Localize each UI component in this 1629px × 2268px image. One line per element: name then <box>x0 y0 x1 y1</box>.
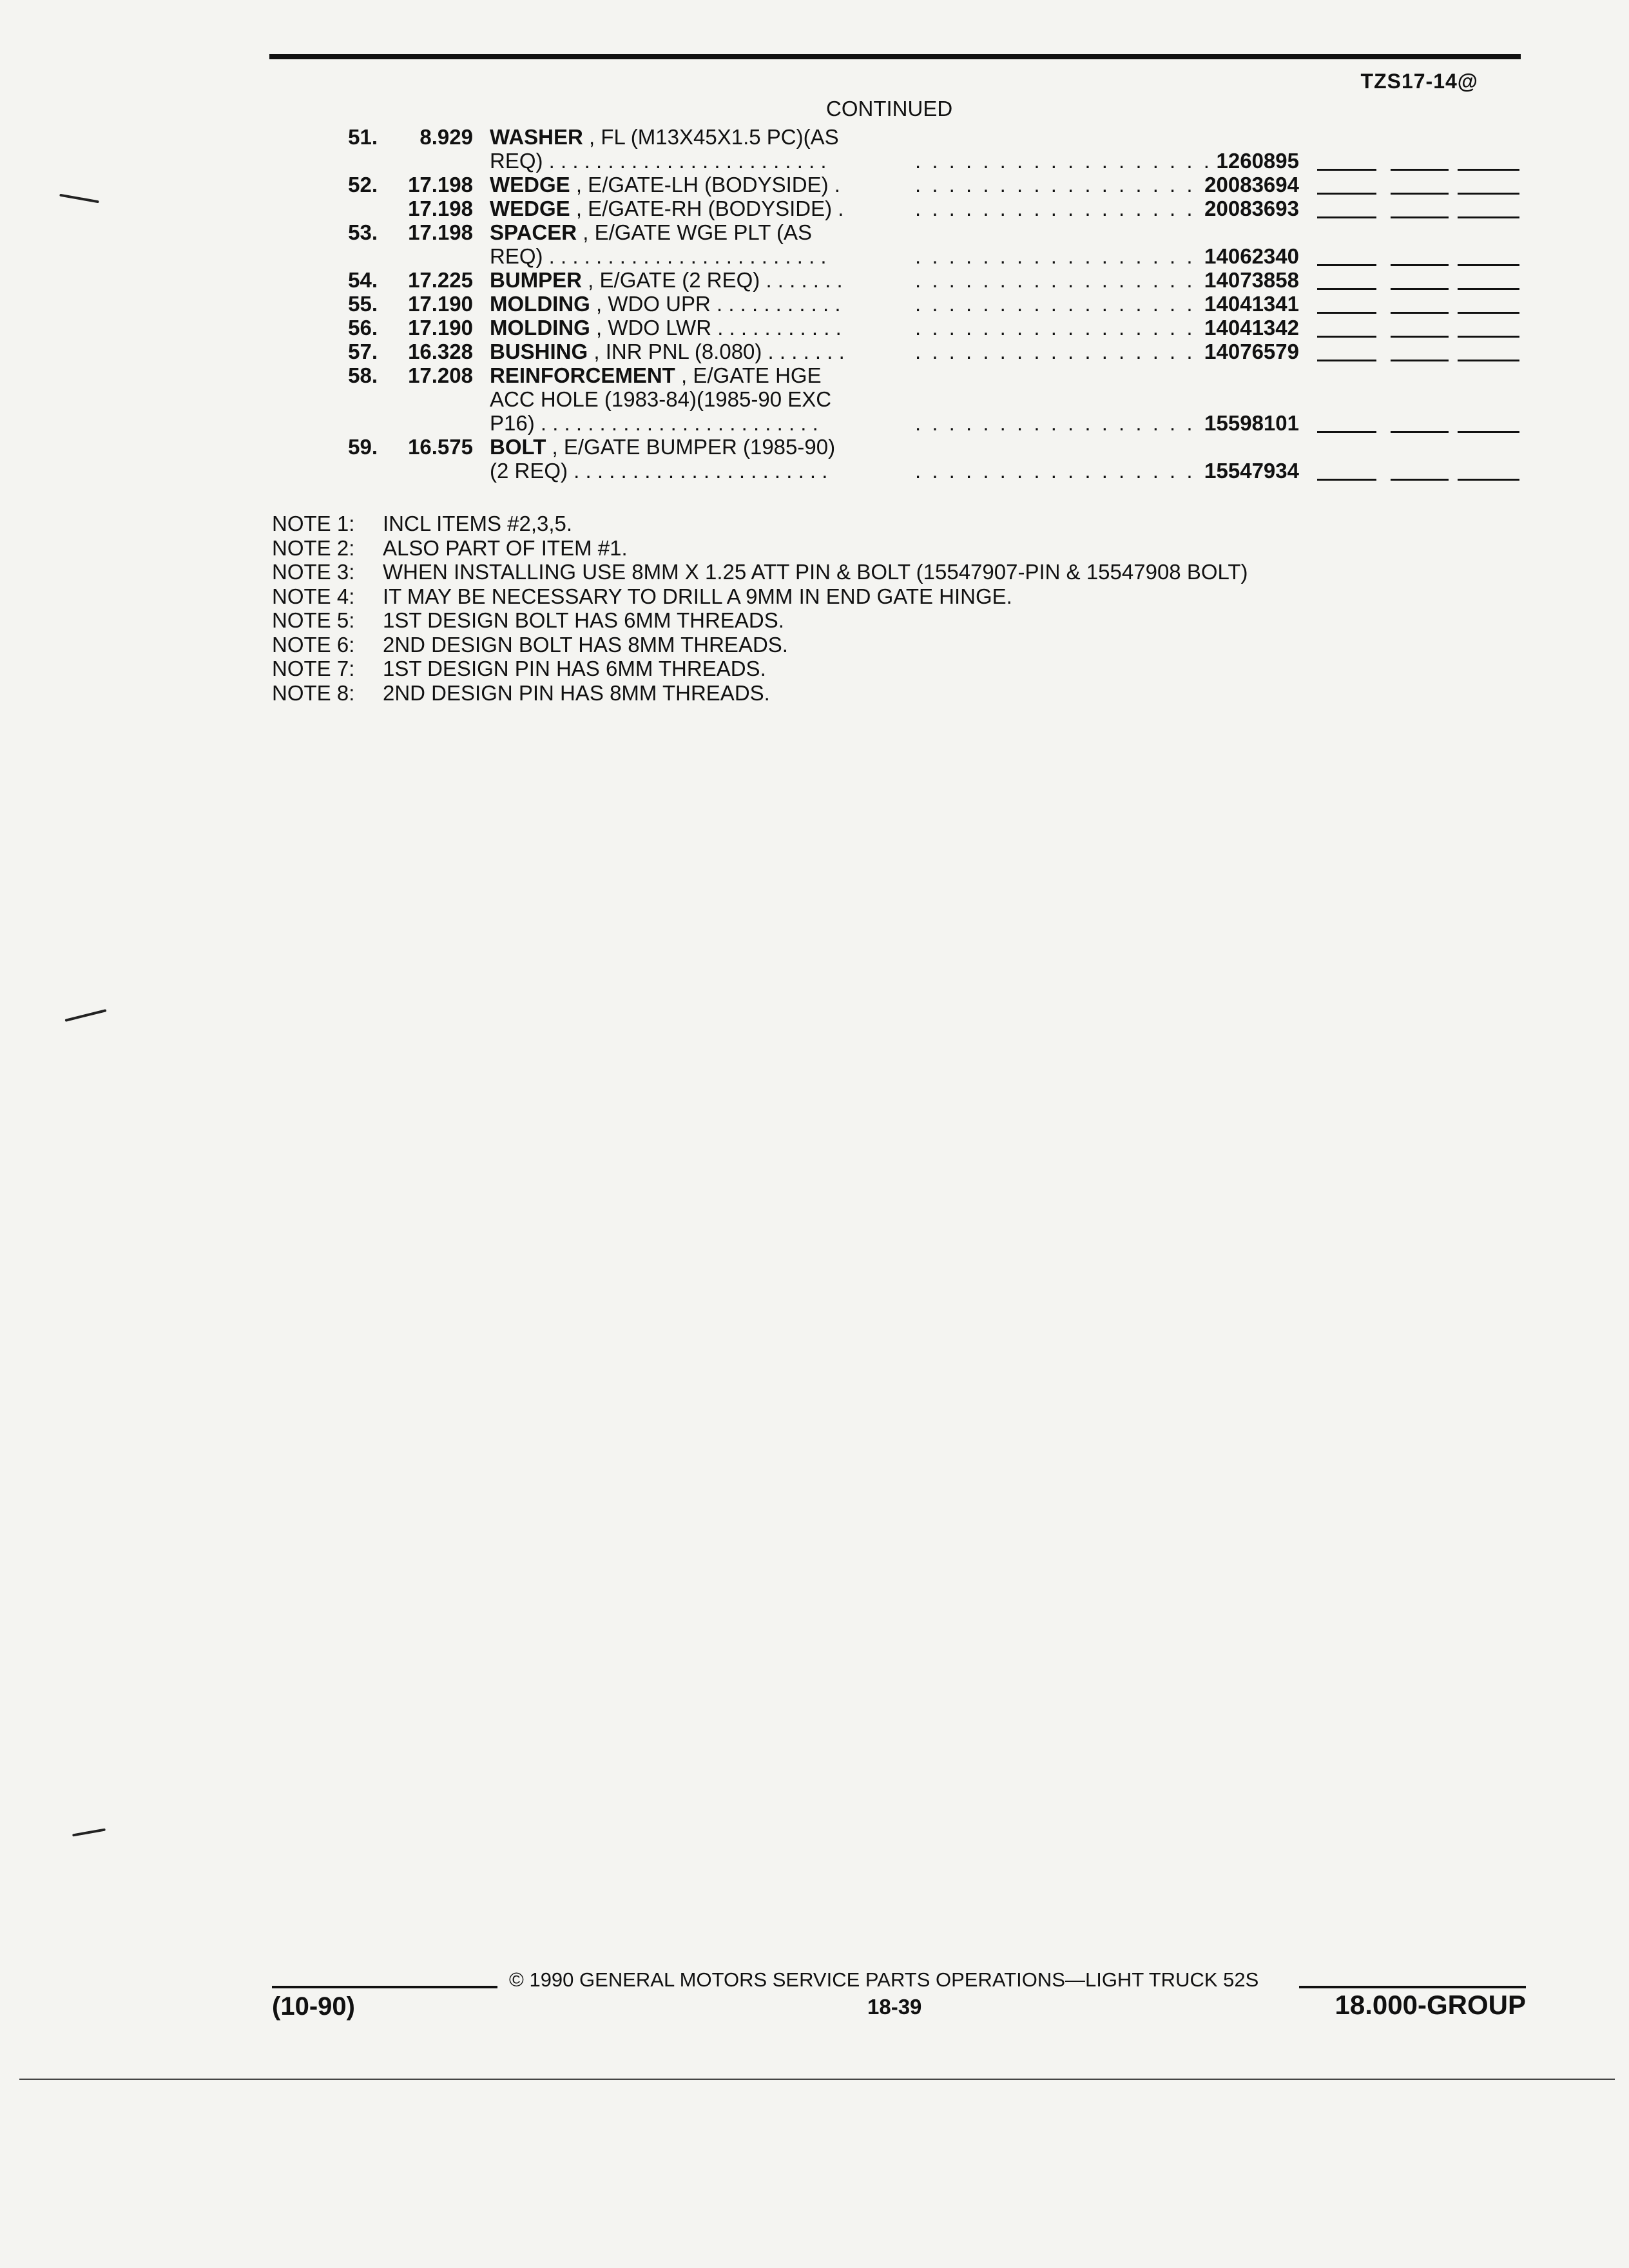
note-label: NOTE 4: <box>272 584 355 608</box>
dot-leader: . . . . . . . . . . . . . . . . . . <box>915 149 1212 173</box>
illustration-ref: 8.929 <box>419 125 473 149</box>
part-entry <box>0 340 1629 363</box>
scan-edge-line <box>19 2079 1615 2080</box>
item-number: 55. <box>348 292 378 316</box>
item-number: 58. <box>348 363 378 387</box>
part-entry <box>0 292 1629 316</box>
quantity-blank-line <box>1458 336 1519 338</box>
dot-leader: . . . . . . . . . . . . . . . . . . <box>915 459 1212 483</box>
part-detail: , WDO LWR . . . . . . . . . . . <box>590 316 842 340</box>
illustration-ref: 16.328 <box>408 340 473 363</box>
item-number: 56. <box>348 316 378 340</box>
quantity-blank-line <box>1391 431 1449 433</box>
part-detail: , E/GATE-LH (BODYSIDE) . <box>570 173 840 197</box>
part-number: 14076579 <box>1204 340 1299 363</box>
notes-list <box>272 512 1248 705</box>
part-line <box>0 316 1629 340</box>
part-name: MOLDING <box>490 316 590 340</box>
part-description <box>490 435 880 459</box>
part-detail: , E/GATE BUMPER (1985-90) <box>546 435 836 459</box>
part-description <box>490 244 880 268</box>
part-detail: P16) . . . . . . . . . . . . . . . . . . . . . . . . <box>490 411 818 435</box>
note-label: NOTE 7: <box>272 657 355 680</box>
part-entry <box>0 435 1629 483</box>
part-name: WEDGE <box>490 173 570 197</box>
dot-leader: . . . . . . . . . . . . . . . . . . <box>915 197 1212 220</box>
part-entry <box>0 173 1629 197</box>
part-description <box>490 363 880 387</box>
part-detail: (2 REQ) . . . . . . . . . . . . . . . . . . . . . . <box>490 459 828 483</box>
part-line <box>0 149 1629 173</box>
part-description <box>490 387 880 411</box>
part-line <box>0 220 1629 244</box>
part-line <box>0 363 1629 387</box>
part-line <box>0 340 1629 363</box>
quantity-blank-line <box>1391 288 1449 290</box>
footer-rule-right <box>1299 1986 1526 1988</box>
quantity-blank-line <box>1317 169 1376 171</box>
note-text: 2ND DESIGN BOLT HAS 8MM THREADS. <box>383 632 788 657</box>
note-text: 1ST DESIGN BOLT HAS 6MM THREADS. <box>383 608 784 632</box>
part-detail: ACC HOLE (1983-84)(1985-90 EXC <box>490 387 832 411</box>
illustration-ref: 17.225 <box>408 268 473 292</box>
note-label: NOTE 2: <box>272 535 355 560</box>
note-row <box>272 633 1248 657</box>
quantity-blank-line <box>1458 216 1519 218</box>
group-label: 18.000-GROUP <box>1335 1990 1526 2020</box>
footer-rule-left <box>272 1986 497 1988</box>
part-detail: , E/GATE WGE PLT (AS <box>577 220 812 244</box>
dot-leader: . . . . . . . . . . . . . . . . . . <box>915 340 1212 363</box>
illustration-ref: 17.208 <box>408 363 473 387</box>
part-name: BOLT <box>490 435 546 459</box>
part-entry <box>0 268 1629 292</box>
note-text: INCL ITEMS #2,3,5. <box>383 512 573 535</box>
item-number: 51. <box>348 125 378 149</box>
part-line <box>0 125 1629 149</box>
part-number: 14041341 <box>1204 292 1299 316</box>
quantity-blank-line <box>1317 216 1376 218</box>
part-line <box>0 411 1629 435</box>
part-name: WASHER <box>490 125 583 149</box>
document-code: TZS17-14@ <box>1360 70 1478 93</box>
illustration-ref: 16.575 <box>408 435 473 459</box>
part-number: 15598101 <box>1204 411 1299 435</box>
quantity-blank-line <box>1458 360 1519 361</box>
part-line <box>0 197 1629 220</box>
part-description <box>490 173 880 197</box>
note-text: 1ST DESIGN PIN HAS 6MM THREADS. <box>383 657 766 680</box>
quantity-blank-line <box>1458 193 1519 195</box>
note-row <box>272 584 1248 609</box>
part-detail: REQ) . . . . . . . . . . . . . . . . . . . . . . . . <box>490 244 827 268</box>
quantity-blank-line <box>1317 360 1376 361</box>
part-name: BUMPER <box>490 268 583 292</box>
page-number: 18-39 <box>867 1995 922 2019</box>
part-detail: , E/GATE (2 REQ) . . . . . . . <box>582 268 843 292</box>
part-entry <box>0 197 1629 220</box>
part-detail: REQ) . . . . . . . . . . . . . . . . . . . . . . . . <box>490 149 827 173</box>
part-number: 14073858 <box>1204 268 1299 292</box>
note-label: NOTE 6: <box>272 632 355 657</box>
dot-leader: . . . . . . . . . . . . . . . . . . <box>915 173 1212 197</box>
quantity-blank-line <box>1458 431 1519 433</box>
dot-leader: . . . . . . . . . . . . . . . . . . <box>915 411 1212 435</box>
item-number: 59. <box>348 435 378 459</box>
quantity-blank-line <box>1317 336 1376 338</box>
part-entry <box>0 363 1629 435</box>
note-row <box>272 681 1248 706</box>
part-name: SPACER <box>490 220 577 244</box>
note-text: 2ND DESIGN PIN HAS 8MM THREADS. <box>383 680 770 705</box>
note-row <box>272 560 1248 584</box>
part-name: BUSHING <box>490 340 588 363</box>
quantity-blank-line <box>1458 169 1519 171</box>
quantity-blank-line <box>1391 479 1449 481</box>
part-entry <box>0 220 1629 268</box>
binder-hole-mark <box>72 1829 106 1837</box>
dot-leader: . . . . . . . . . . . . . . . . . . <box>915 244 1212 268</box>
note-row <box>272 536 1248 561</box>
part-name: REINFORCEMENT <box>490 363 675 387</box>
part-name: MOLDING <box>490 292 590 316</box>
part-description <box>490 149 880 173</box>
copyright-text: © 1990 GENERAL MOTORS SERVICE PARTS OPERATIONS—LIGHT TRUCK 52S <box>509 1968 1259 1991</box>
part-line <box>0 268 1629 292</box>
quantity-blank-line <box>1391 169 1449 171</box>
part-description <box>490 197 880 220</box>
quantity-blank-line <box>1317 431 1376 433</box>
part-entry <box>0 316 1629 340</box>
part-number: 14062340 <box>1204 244 1299 268</box>
note-label: NOTE 8: <box>272 680 355 705</box>
part-description <box>490 411 880 435</box>
note-label: NOTE 5: <box>272 608 355 632</box>
part-description <box>490 292 880 316</box>
item-number: 52. <box>348 173 378 197</box>
quantity-blank-line <box>1317 288 1376 290</box>
quantity-blank-line <box>1458 312 1519 314</box>
item-number: 53. <box>348 220 378 244</box>
top-rule <box>269 54 1521 59</box>
item-number: 57. <box>348 340 378 363</box>
part-description <box>490 459 880 483</box>
note-text: ALSO PART OF ITEM #1. <box>383 535 628 560</box>
illustration-ref: 17.190 <box>408 316 473 340</box>
illustration-ref: 17.190 <box>408 292 473 316</box>
illustration-ref: 17.198 <box>408 220 473 244</box>
quantity-blank-line <box>1458 479 1519 481</box>
item-number: 54. <box>348 268 378 292</box>
part-line <box>0 173 1629 197</box>
continued-label: CONTINUED <box>826 97 953 120</box>
dot-leader: . . . . . . . . . . . . . . . . . . <box>915 292 1212 316</box>
part-number: 15547934 <box>1204 459 1299 483</box>
part-number: 20083694 <box>1204 173 1299 197</box>
quantity-blank-line <box>1458 288 1519 290</box>
quantity-blank-line <box>1391 193 1449 195</box>
parts-list <box>0 125 1629 483</box>
quantity-blank-line <box>1317 264 1376 266</box>
part-number: 14041342 <box>1204 316 1299 340</box>
revision-date: (10-90) <box>272 1992 355 2021</box>
note-label: NOTE 3: <box>272 560 355 584</box>
part-line <box>0 387 1629 411</box>
part-detail: , E/GATE HGE <box>675 363 822 387</box>
note-row <box>272 608 1248 633</box>
part-description <box>490 340 880 363</box>
quantity-blank-line <box>1391 360 1449 361</box>
quantity-blank-line <box>1458 264 1519 266</box>
dot-leader: . . . . . . . . . . . . . . . . . . <box>915 316 1212 340</box>
part-number: 20083693 <box>1204 197 1299 220</box>
part-name: WEDGE <box>490 197 570 220</box>
part-detail: , E/GATE-RH (BODYSIDE) . <box>570 197 844 220</box>
part-description <box>490 268 880 292</box>
illustration-ref: 17.198 <box>408 197 473 220</box>
part-detail: , INR PNL (8.080) . . . . . . . <box>588 340 845 363</box>
quantity-blank-line <box>1317 479 1376 481</box>
dot-leader: . . . . . . . . . . . . . . . . . . <box>915 268 1212 292</box>
part-line <box>0 435 1629 459</box>
illustration-ref: 17.198 <box>408 173 473 197</box>
note-text: IT MAY BE NECESSARY TO DRILL A 9MM IN END GATE HINGE. <box>383 584 1012 608</box>
note-row <box>272 512 1248 536</box>
part-line <box>0 459 1629 483</box>
part-detail: , WDO UPR . . . . . . . . . . . <box>590 292 841 316</box>
note-text: WHEN INSTALLING USE 8MM X 1.25 ATT PIN & BOLT (15547907-PIN & 15547908 BOLT) <box>383 560 1248 584</box>
part-description <box>490 220 880 244</box>
binder-hole-mark <box>64 1009 106 1022</box>
quantity-blank-line <box>1391 336 1449 338</box>
part-number: 1260895 <box>1216 149 1299 173</box>
quantity-blank-line <box>1391 264 1449 266</box>
part-description <box>490 125 880 149</box>
part-detail: , FL (M13X45X1.5 PC)(AS <box>583 125 839 149</box>
part-entry <box>0 125 1629 173</box>
note-row <box>272 657 1248 681</box>
part-line <box>0 292 1629 316</box>
quantity-blank-line <box>1317 193 1376 195</box>
part-description <box>490 316 880 340</box>
quantity-blank-line <box>1317 312 1376 314</box>
quantity-blank-line <box>1391 216 1449 218</box>
note-label: NOTE 1: <box>272 512 355 535</box>
part-line <box>0 244 1629 268</box>
quantity-blank-line <box>1391 312 1449 314</box>
